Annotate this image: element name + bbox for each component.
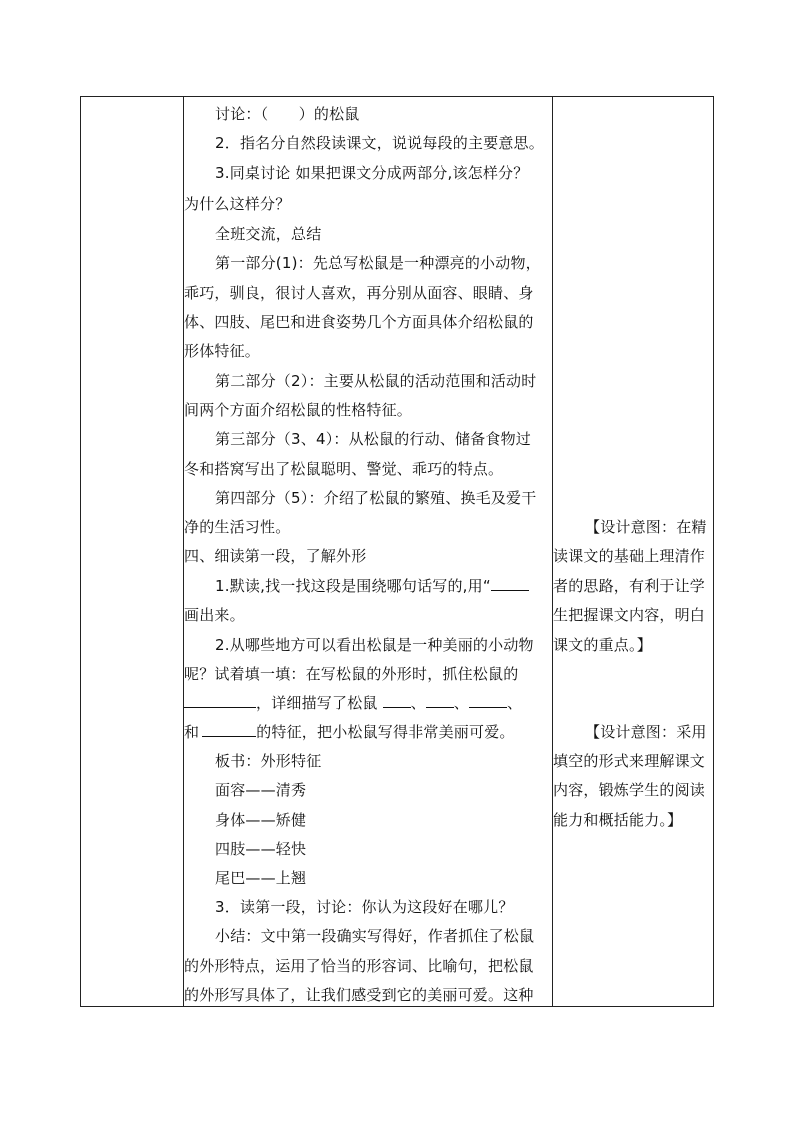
fill-blank	[426, 693, 454, 708]
text-line: 3.同桌讨论 如果把课文分成两部分,该怎样分？	[215, 164, 529, 182]
design-note-line: 读课文的基础上理清作	[553, 547, 706, 565]
text-line: 讨论：（ ）的松鼠	[215, 105, 360, 123]
fill-in-line	[184, 722, 551, 742]
text-line: 第二部分（2）：主要从松鼠的活动范围和活动时	[215, 372, 537, 390]
text-line: 第一部分(1)：先总写松鼠是一种漂亮的小动物，	[215, 254, 541, 272]
fill-blank	[184, 693, 256, 708]
text-span: 和	[184, 723, 200, 741]
text-line: 乖巧，驯良，很讨人喜欢，再分别从面容、眼睛、身	[184, 284, 534, 302]
text-span: 、	[506, 694, 523, 712]
design-note-line: 填空的形式来理解课文	[553, 752, 706, 770]
text-line: 第四部分（5）：介绍了松鼠的繁殖、换毛及爱干	[215, 489, 537, 507]
text-line: 的外形特点，运用了恰当的形容词、比喻句，把松鼠	[184, 957, 534, 975]
fill-blank	[469, 693, 507, 708]
board-writing-title: 板书：外形特征	[215, 752, 322, 770]
board-writing-item: 面容——清秀	[215, 781, 307, 799]
text-line: 第三部分（3、4）：从松鼠的行动、储备食物过	[215, 430, 531, 448]
text-line: 全班交流，总结	[215, 225, 322, 243]
design-note-line: 课文的重点。】	[553, 636, 652, 654]
fill-blank	[383, 693, 411, 708]
design-note-line: 者的思路，有利于让学	[553, 577, 706, 595]
text-line: 的外形写具体了，让我们感受到它的美丽可爱。这种	[184, 986, 534, 1004]
text-span: 、	[410, 694, 426, 712]
board-writing-item: 尾巴——上翘	[215, 869, 307, 887]
board-writing-item: 身体——矫健	[215, 811, 307, 829]
fill-blank	[491, 576, 529, 591]
section-heading: 四、细读第一段，了解外形	[184, 547, 367, 565]
text-line: 形体特征。	[184, 342, 261, 360]
text-line: 2．指名分自然段读课文，说说每段的主要意思。	[215, 134, 544, 152]
design-note-line: 【设计意图：采用	[585, 723, 707, 741]
text-line	[215, 576, 529, 596]
text-span: ，详细描写了松鼠	[256, 694, 378, 712]
design-note-line: 内容，锻炼学生的阅读	[553, 781, 706, 799]
design-note-line: 【设计意图：在精	[585, 518, 707, 536]
text-line: 冬和搭窝写出了松鼠聪明、警觉、乖巧的特点。	[184, 460, 504, 478]
text-line: 体、四肢、尾巴和进食姿势几个方面具体介绍松鼠的	[184, 313, 534, 331]
text-line: 2.从哪些地方可以看出松鼠是一种美丽的小动物	[215, 636, 534, 654]
text-line: 间两个方面介绍松鼠的性格特征。	[184, 401, 413, 419]
text-line: 呢？试着填一填：在写松鼠的外形时，抓住松鼠的	[184, 665, 519, 683]
fill-in-line	[184, 693, 551, 713]
design-note-line: 能力和概括能力。】	[553, 811, 683, 829]
text-span: 的特征，把小松鼠写得非常美丽可爱。	[256, 723, 515, 741]
text-span: 、	[453, 694, 469, 712]
text-line: 净的生活习性。	[184, 518, 291, 536]
text-line: 小结：文中第一段确实写得好，作者抓住了松鼠	[215, 927, 535, 945]
design-note-line: 生把握课文内容，明白	[553, 606, 706, 624]
board-writing-item: 四肢——轻快	[215, 840, 307, 858]
text-line: 3．读第一段，讨论：你认为这段好在哪儿？	[215, 898, 514, 916]
text-line: 画出来。	[184, 606, 245, 624]
text-span: 1.默读,找一找这段是围绕哪句话写的,用“	[215, 577, 491, 595]
fill-blank	[202, 722, 256, 737]
text-line: 为什么这样分？	[184, 195, 291, 213]
